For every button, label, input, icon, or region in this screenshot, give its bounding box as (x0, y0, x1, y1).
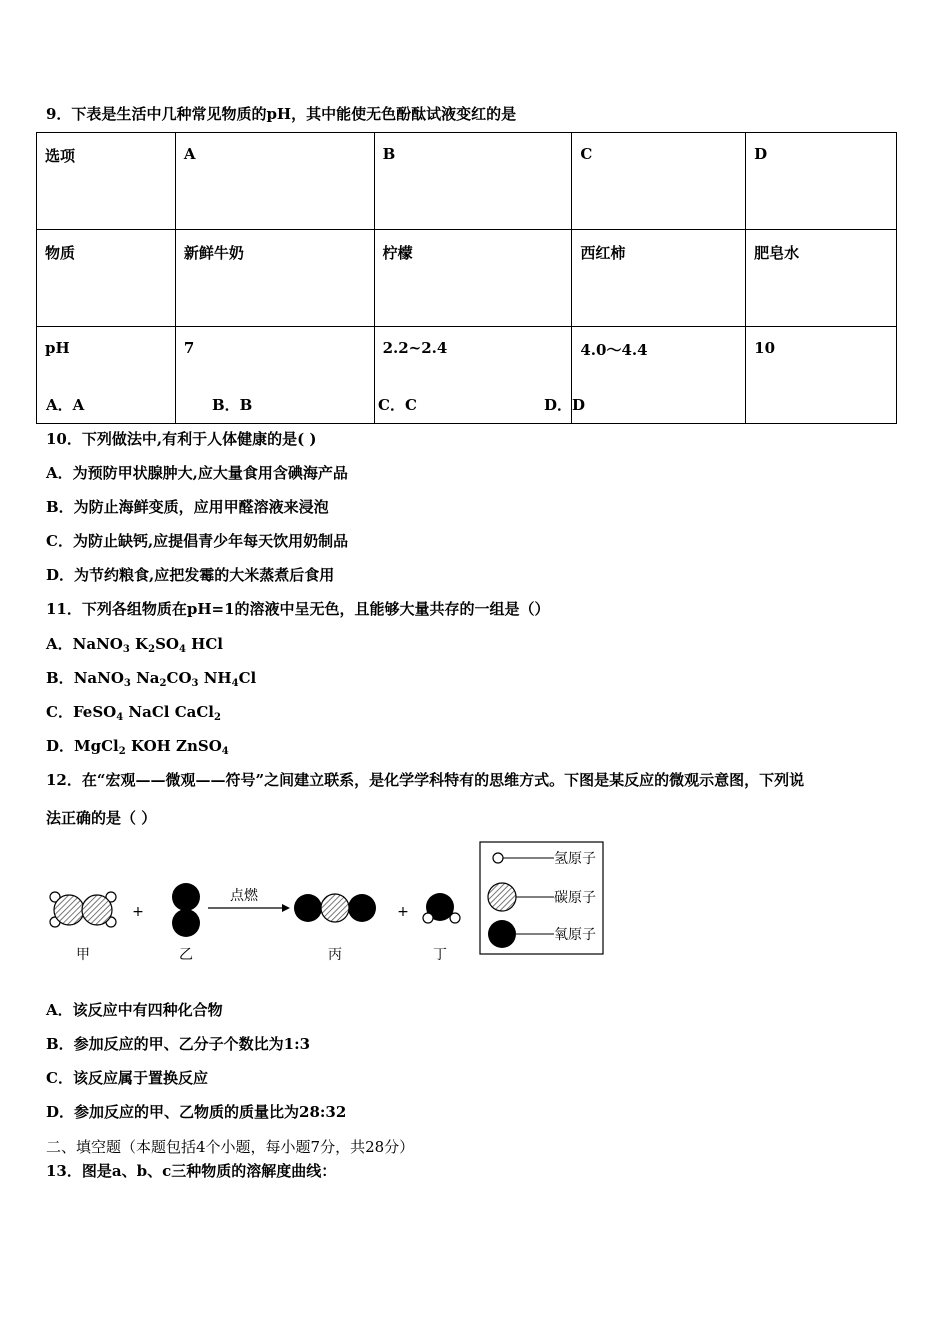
option-letter: B． (46, 669, 74, 687)
table-cell: 2.2~2.4 (374, 327, 572, 424)
option: D．D (544, 396, 586, 414)
q12-stem-cont: 法正确的是（ ） (46, 809, 157, 827)
subscript: 2 (118, 746, 126, 757)
label-jia: 甲 (76, 947, 90, 963)
option: C．该反应属于置换反应 (46, 1069, 208, 1087)
plus-sign: + (132, 904, 144, 920)
subscript: 2 (159, 678, 167, 689)
q13-stem: 13．图是a、b、c三种物质的溶解度曲线： (46, 1162, 337, 1180)
option-letter: A． (46, 635, 73, 653)
q11-stem: 11．下列各组物质在pH=1的溶液中呈无色，且能够大量共存的一组是（） (46, 600, 550, 618)
molecule-jia (50, 892, 116, 927)
table-cell: 10 (746, 327, 897, 424)
option: D．参加反应的甲、乙物质的质量比为28:32 (46, 1103, 347, 1121)
option: B．为防止海鲜变质，应用甲醛溶液来浸泡 (46, 498, 329, 516)
option-letter: D． (46, 737, 75, 755)
label-yi: 乙 (179, 947, 193, 963)
legend-hydrogen: 氢原子 (554, 851, 596, 867)
subscript: 2 (214, 712, 221, 723)
option: A．A (46, 396, 85, 414)
molecule-bing (294, 894, 376, 922)
q9-stem: 9．下表是生活中几种常见物质的pH，其中能使无色酚酞试液变红的是 (46, 105, 517, 123)
table-cell: 选项 (37, 133, 176, 230)
option-letter: C． (46, 703, 73, 721)
table-cell: C (572, 133, 746, 230)
molecule-ding (423, 893, 460, 923)
label-ding: 丁 (433, 947, 447, 963)
legend-oxygen: 氧原子 (554, 927, 596, 943)
table-cell: 4.0～4.4 (572, 327, 746, 424)
legend (480, 842, 603, 954)
q10-stem: 10．下列做法中,有利于人体健康的是( ) (46, 430, 317, 448)
reaction-condition: 点燃 (230, 888, 258, 904)
molecule-yi (172, 883, 200, 937)
q12-stem: 12．在“宏观——微观——符号”之间建立联系，是化学学科特有的思维方式。下图是某反应的微观示意图，下列说 (46, 771, 805, 789)
subscript: 4 (178, 644, 186, 655)
table-cell: 柠檬 (374, 230, 572, 327)
table-cell: B (374, 133, 572, 230)
table-cell: 西红柿 (572, 230, 746, 327)
subscript: 3 (123, 678, 131, 689)
option: D．MgCl$_2$ KOH ZnSO$_4$ (46, 737, 229, 757)
table-cell: D (746, 133, 897, 230)
option: B．参加反应的甲、乙分子个数比为1:3 (46, 1035, 311, 1053)
option: B．NaNO$_3$ $Na_2CO_3$ $NH_4Cl$ (46, 669, 257, 689)
option: C．为防止缺钙,应提倡青少年每天饮用奶制品 (46, 532, 349, 550)
label-bing: 丙 (328, 947, 342, 963)
subscript: 4 (116, 712, 124, 723)
subscript: 4 (221, 746, 229, 757)
table-cell: 新鲜牛奶 (175, 230, 374, 327)
reaction-diagram (44, 840, 609, 970)
option: A．为预防甲状腺肿大,应大量食用含碘海产品 (46, 464, 348, 482)
table-cell: 物质 (37, 230, 176, 327)
option: C．C (378, 396, 417, 414)
option: C．FeSO$_4$ NaCl CaCl$_2$ (46, 703, 221, 723)
option: D．为节约粮食,应把发霉的大米蒸煮后食用 (46, 566, 335, 584)
subscript: 4 (231, 678, 239, 689)
table-cell: A (175, 133, 374, 230)
subscript: 3 (191, 678, 199, 689)
option: A．该反应中有四种化合物 (46, 1001, 223, 1019)
table-cell: 肥皂水 (746, 230, 897, 327)
ph-table (36, 132, 897, 424)
plus-sign: + (397, 904, 409, 920)
table-row (37, 133, 897, 230)
option: B．B (212, 396, 253, 414)
subscript: 2 (148, 644, 156, 655)
q9-options (46, 394, 710, 415)
legend-carbon: 碳原子 (554, 890, 596, 906)
arrow-icon (208, 904, 290, 912)
option: A．NaNO$_3$ $K_2SO_4$ HCl (46, 635, 223, 655)
section-heading: 二、填空题（本题包括4个小题，每小题7分，共28分） (46, 1138, 415, 1156)
table-row (37, 230, 897, 327)
table-cell: pH (37, 327, 176, 424)
table-cell: 7 (175, 327, 374, 424)
subscript: 3 (122, 644, 130, 655)
